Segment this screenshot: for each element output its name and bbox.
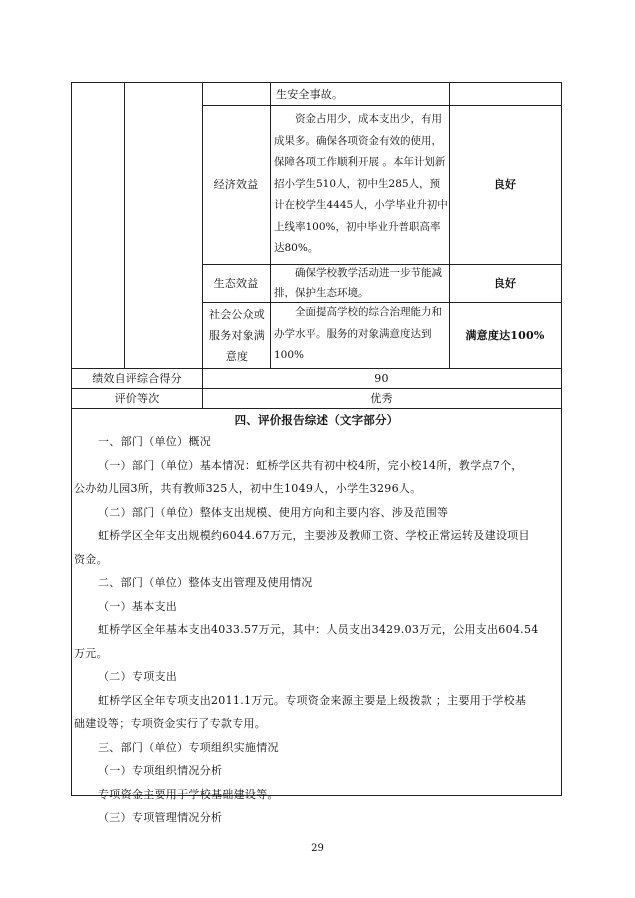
economic-rating: 良好	[493, 178, 517, 191]
satisfaction-rating: 满意度达100%	[465, 328, 545, 342]
report-line: 虹桥学区全年基本支出4033.57万元，其中：人员支出3429.03万元，公用支出604.54	[98, 623, 539, 636]
table-column-divider	[124, 83, 125, 368]
safety-content: 生安全事故。	[276, 88, 344, 101]
report-line: 础建设等；专项资金实行了专款专用。	[74, 717, 267, 730]
score-value: 90	[374, 371, 389, 385]
ecology-indicator: 生态效益	[213, 276, 259, 290]
satisfaction-indicator: 社会公众或服务对象满意度	[209, 307, 265, 363]
report-body	[74, 430, 560, 830]
evaluation-table	[71, 82, 562, 824]
economic-content: 资金占用少，成本支出少，有用成果多。确保各项资金有效的使用，保障各项工作顺利开展 。本年计划新招小学生510人，初中生285人，预计在校学生4445人，小学毕业升初中上线率100%，初中毕业升普职高率达80%。	[274, 113, 448, 254]
table-column-divider	[270, 83, 271, 368]
report-line: （二）专项支出	[98, 670, 178, 683]
report-line: 虹桥学区全年支出规模约6044.67万元，主要涉及教师工资、学校正常运转及建设项目	[98, 529, 530, 542]
score-label: 绩效自评综合得分	[92, 371, 182, 385]
page-number: 29	[311, 843, 324, 854]
ecology-rating: 良好	[493, 276, 517, 290]
grade-label: 评价等次	[114, 391, 160, 405]
satisfaction-content: 全面提高学校的综合治理能力和办学水平。服务的对象满意度达到100%	[274, 306, 442, 361]
report-line: （一）专项组织情况分析	[98, 764, 223, 777]
report-line: 公办幼儿园3所，共有教师325人，初中生1049人，小学生3296人。	[74, 482, 422, 495]
report-line: 专项资金主要用于学校基础建设等。	[98, 787, 279, 801]
report-line: 一、部门（单位）概况	[98, 435, 211, 448]
report-line: 资金。	[74, 552, 108, 566]
economic-indicator: 经济效益	[213, 178, 259, 191]
grade-value: 优秀	[370, 391, 393, 405]
report-line: （二）部门（单位）整体支出规模、使用方向和主要内容、涉及范围等	[98, 505, 449, 519]
report-line: 三、部门（单位）专项组织实施情况	[98, 740, 279, 754]
report-line: 万元。	[74, 646, 108, 660]
report-line: （三）专项管理情况分析	[98, 811, 223, 824]
report-heading: 四、评价报告综述（文字部分）	[234, 412, 399, 427]
report-line: 虹桥学区全年专项支出2011.1万元。专项资金来源主要是上级拨款 ；主要用于学校基	[98, 693, 527, 707]
report-line: 二、部门（单位）整体支出管理及使用情况	[98, 576, 313, 589]
report-line: （一）基本支出	[98, 599, 178, 613]
ecology-content: 确保学校教学活动进一步节能减排，保护生态环境。	[274, 267, 442, 299]
report-line: （一）部门（单位）基本情况：虹桥学区共有初中校4所，完小校14所，教学点7个，	[98, 458, 523, 472]
